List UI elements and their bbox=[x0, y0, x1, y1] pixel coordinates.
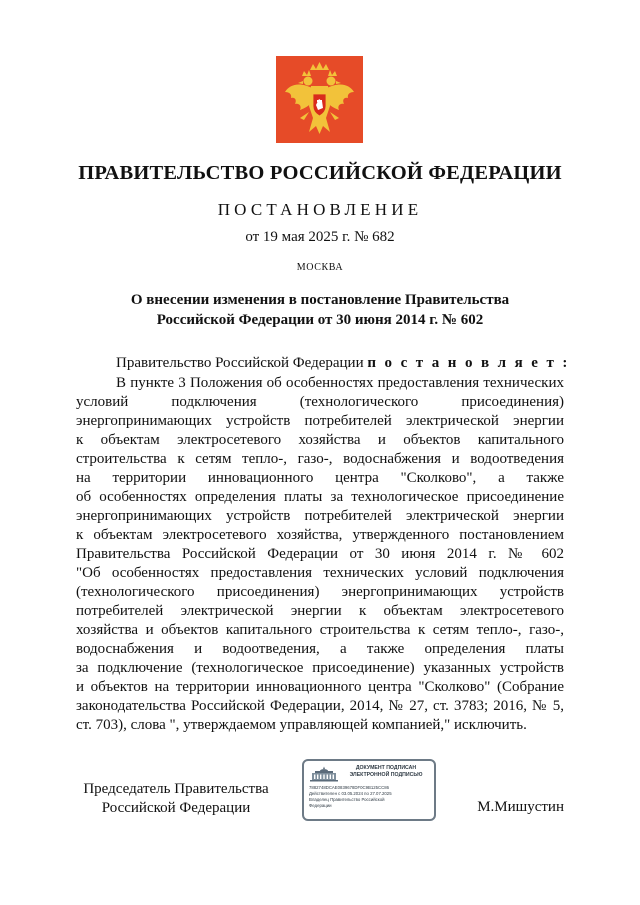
body-line: к объектам электросетевого хозяйства и объектов капитального bbox=[76, 432, 564, 448]
signatory-position bbox=[76, 780, 276, 818]
subject-line-2: Российской Федерации от 30 июня 2014 г. № 602 bbox=[156, 312, 484, 328]
body-line: (технологического присоединения) энергопринимающих устройств bbox=[76, 584, 564, 600]
decree-word: п о с т а н о в л я е т : bbox=[367, 355, 570, 371]
signatory-name: М.Мишустин bbox=[477, 799, 564, 815]
document-subject bbox=[60, 290, 580, 330]
body-line: Правительства Российской Федерации от 30 июня 2014 г. № 602 bbox=[76, 546, 564, 562]
stamp-title-line-1: ДОКУМЕНТ ПОДПИСАН bbox=[355, 765, 417, 771]
body-line: потребителей электрической энергии к объектам электросетевого bbox=[76, 603, 564, 619]
stamp-owner-line-2: Федерации bbox=[309, 803, 332, 808]
subject-line-1: О внесении изменения в постановление Правительства bbox=[130, 292, 510, 308]
body-line: В пункте 3 Положения об особенностях предоставления технических bbox=[116, 375, 564, 391]
government-title: ПРАВИТЕЛЬСТВО РОССИЙСКОЙ ФЕДЕРАЦИИ bbox=[78, 162, 562, 184]
preamble bbox=[116, 355, 570, 372]
body-line: строительства к сетям тепло-, газо-, водоснабжения и водоотведения bbox=[76, 451, 564, 467]
body-line: законодательства Российской Федерации, 2014, № 27, ст. 3783; 2016, № 5, bbox=[76, 698, 564, 714]
stamp-validity: Действителен с 03.05.2024 по 27.07.2025 bbox=[309, 791, 392, 796]
signatory-position-line-1: Председатель Правительства bbox=[83, 781, 269, 797]
electronic-signature-stamp bbox=[302, 759, 436, 821]
document-type: ПОСТАНОВЛЕНИЕ bbox=[217, 200, 423, 219]
stamp-title-line-2: ЭЛЕКТРОННОЙ ПОДПИСЬЮ bbox=[349, 772, 423, 778]
body-line: об особенностях определения платы за технологическое присоединение bbox=[76, 489, 564, 505]
stamp-details bbox=[309, 785, 430, 809]
body-line: к объектам электросетевого хозяйства, утвержденного постановлением bbox=[76, 527, 564, 543]
government-building-icon bbox=[309, 766, 339, 782]
body-line: и объектов на территории инновационного центра "Сколково" (Собрание bbox=[76, 679, 564, 695]
stamp-title bbox=[340, 765, 432, 779]
body-line: условий подключения (технологического присоединения) bbox=[76, 394, 564, 410]
body-line: ст. 703), слова ", утверждаемом управляющей компанией," исключить. bbox=[76, 717, 527, 733]
state-emblem-icon bbox=[276, 56, 363, 143]
stamp-owner-line-1: Владелец Правительство Российской bbox=[309, 797, 385, 802]
body-line: водоснабжения и водоотведения, а также определения платы bbox=[76, 641, 564, 657]
body-line: за подключение (технологическое присоединение) указанных устройств bbox=[76, 660, 564, 676]
document-date-number: от 19 мая 2025 г. № 682 bbox=[245, 229, 395, 245]
body-line: на территории инновационного центра "Сколково", а также bbox=[76, 470, 564, 486]
body-line: хозяйства и объектов капитального строительства к сетям тепло-, газо-, bbox=[76, 622, 564, 638]
stamp-certificate: 7882748DCAE0839678DF0C9B125CC86 bbox=[309, 785, 390, 790]
preamble-text: Правительство Российской Федерации bbox=[116, 355, 368, 371]
body-line: энергопринимающих устройств потребителей электрической энергии bbox=[76, 413, 564, 429]
body-line: энергопринимающих устройств потребителей электрической энергии bbox=[76, 508, 564, 524]
coat-of-arms-icon bbox=[276, 56, 363, 143]
document-city: МОСКВА bbox=[296, 262, 344, 273]
decree-body bbox=[76, 374, 564, 735]
signatory-position-line-2: Российской Федерации bbox=[101, 800, 251, 816]
body-line: "Об особенностях предоставления технических условий подключения bbox=[76, 565, 564, 581]
